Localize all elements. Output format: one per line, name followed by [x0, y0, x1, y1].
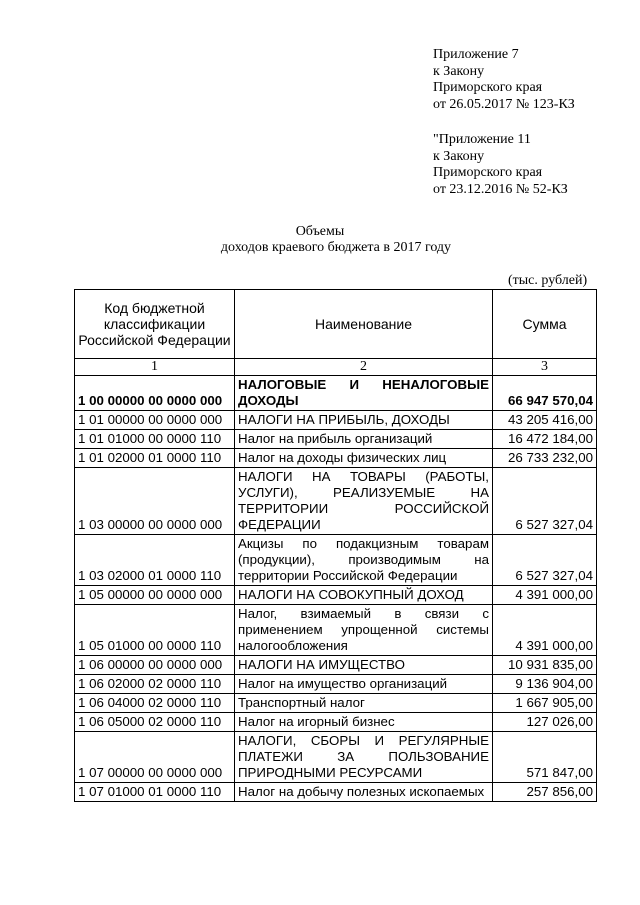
row-name: НАЛОГИ НА ИМУЩЕСТВО	[235, 656, 493, 675]
column-number-2: 2	[235, 359, 493, 376]
table-row	[75, 449, 597, 468]
table-row	[75, 430, 597, 449]
row-sum: 10 931 835,00	[493, 656, 597, 675]
appendix-11-header	[433, 132, 568, 198]
row-code: 1 06 04000 02 0000 110	[75, 694, 235, 713]
row-sum: 127 026,00	[493, 713, 597, 732]
appendix-7-line-2: к Закону	[433, 63, 485, 79]
row-sum: 4 391 000,00	[493, 586, 597, 605]
header-sum: Сумма	[493, 290, 597, 359]
row-code: 1 01 00000 00 0000 000	[75, 411, 235, 430]
appendix-11-line-2: к Закону	[433, 148, 485, 164]
row-sum: 66 947 570,04	[493, 376, 597, 411]
table-row	[75, 713, 597, 732]
table-row	[75, 586, 597, 605]
row-name: Налог на прибыль организаций	[235, 430, 493, 449]
table-row	[75, 468, 597, 535]
appendix-11-line-1: "Приложение 11	[433, 132, 531, 147]
row-name: Налог на игорный бизнес	[235, 713, 493, 732]
row-code: 1 07 01000 01 0000 110	[75, 783, 235, 802]
header-code: Код бюджетной классификации Российской Федерации	[75, 290, 235, 359]
table-row	[75, 535, 597, 586]
column-number-row	[75, 359, 597, 376]
row-code: 1 01 02000 01 0000 110	[75, 449, 235, 468]
row-name: Налог на доходы физических лиц	[235, 449, 493, 468]
header-name: Наименование	[235, 290, 493, 359]
column-number-1: 1	[75, 359, 235, 376]
row-sum: 571 847,00	[493, 732, 597, 783]
appendix-7-line-3: Приморского края	[433, 80, 543, 95]
column-number-3: 3	[493, 359, 597, 376]
table-header-row	[75, 290, 597, 359]
row-sum: 9 136 904,00	[493, 675, 597, 694]
table-row	[75, 783, 597, 802]
row-name: НАЛОГИ НА СОВОКУПНЫЙ ДОХОД	[235, 586, 493, 605]
row-sum: 4 391 000,00	[493, 605, 597, 656]
table-row	[75, 605, 597, 656]
table-row	[75, 656, 597, 675]
row-name: НАЛОГИ НА ПРИБЫЛЬ, ДОХОДЫ	[235, 411, 493, 430]
table-row	[75, 732, 597, 783]
row-code: 1 03 02000 01 0000 110	[75, 535, 235, 586]
row-code: 1 06 02000 02 0000 110	[75, 675, 235, 694]
appendix-11-line-3: Приморского края	[433, 165, 543, 180]
row-code: 1 05 01000 00 0000 110	[75, 605, 235, 656]
appendix-11-line-4: от 23.12.2016 № 52-КЗ	[433, 181, 568, 197]
row-code: 1 06 05000 02 0000 110	[75, 713, 235, 732]
table-row	[75, 376, 597, 411]
table-row	[75, 675, 597, 694]
document-title: Объемы	[295, 224, 345, 239]
row-name: Акцизы по подакцизным товарам (продукции), производимым на территории Российской Федерации	[235, 535, 493, 586]
appendix-7-line-1: Приложение 7	[433, 47, 519, 62]
row-code: 1 05 00000 00 0000 000	[75, 586, 235, 605]
appendix-7-line-4: от 26.05.2017 № 123-КЗ	[433, 96, 575, 112]
row-name: Налог, взимаемый в связи с применением упрощенной системы налогообложения	[235, 605, 493, 656]
units-label: (тыс. рублей)	[508, 273, 588, 288]
row-sum: 257 856,00	[493, 783, 597, 802]
revenue-table	[74, 289, 597, 802]
row-name: Налог на имущество организаций	[235, 675, 493, 694]
appendix-7-header	[433, 47, 575, 113]
row-code: 1 06 00000 00 0000 000	[75, 656, 235, 675]
row-name: Транспортный налог	[235, 694, 493, 713]
row-sum: 26 733 232,00	[493, 449, 597, 468]
row-sum: 1 667 905,00	[493, 694, 597, 713]
document-subtitle: доходов краевого бюджета в 2017 году	[220, 240, 452, 255]
row-code: 1 07 00000 00 0000 000	[75, 732, 235, 783]
table-row	[75, 694, 597, 713]
row-name: НАЛОГИ НА ТОВАРЫ (РАБОТЫ, УСЛУГИ), РЕАЛИЗУЕМЫЕ НА ТЕРРИТОРИИ РОССИЙСКОЙ ФЕДЕРАЦИИ	[235, 468, 493, 535]
row-sum: 6 527 327,04	[493, 535, 597, 586]
row-code: 1 01 01000 00 0000 110	[75, 430, 235, 449]
row-name: Налог на добычу полезных ископаемых	[235, 783, 493, 802]
row-sum: 6 527 327,04	[493, 468, 597, 535]
row-name: НАЛОГИ, СБОРЫ И РЕГУЛЯРНЫЕ ПЛАТЕЖИ ЗА ПОЛЬЗОВАНИЕ ПРИРОДНЫМИ РЕСУРСАМИ	[235, 732, 493, 783]
row-code: 1 00 00000 00 0000 000	[75, 376, 235, 411]
table-row	[75, 411, 597, 430]
row-sum: 43 205 416,00	[493, 411, 597, 430]
row-code: 1 03 00000 00 0000 000	[75, 468, 235, 535]
row-sum: 16 472 184,00	[493, 430, 597, 449]
row-name: НАЛОГОВЫЕ И НЕНАЛОГОВЫЕ ДОХОДЫ	[235, 376, 493, 411]
